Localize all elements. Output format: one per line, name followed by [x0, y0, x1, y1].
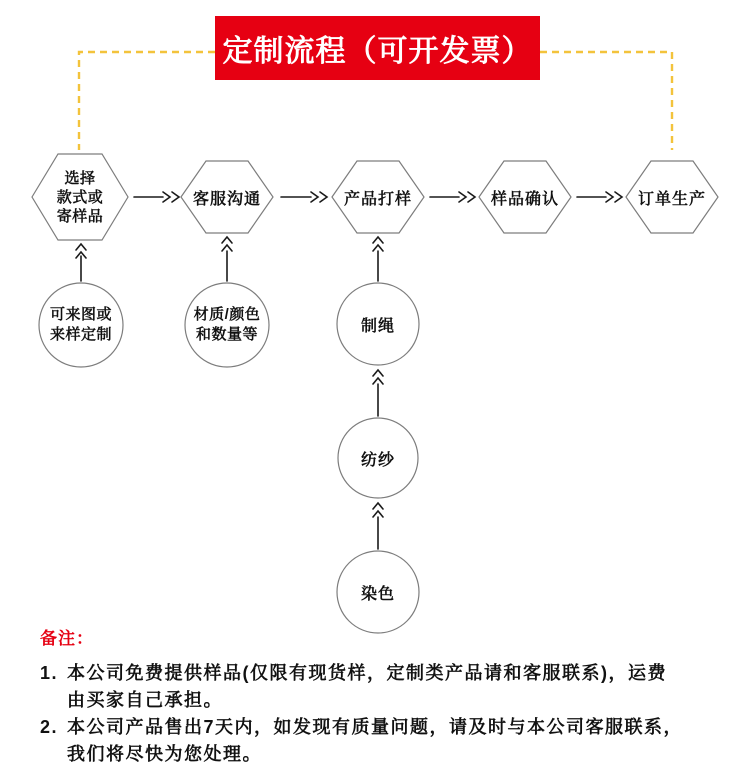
circle-substep-1-line-2: 来样定制: [49, 326, 112, 343]
notes-section: [40, 624, 730, 768]
dashed-connector-right: [540, 52, 672, 150]
note-item-2-line-1: 本公司产品售出7天内，如发现有质量问题，请及时与本公司客服联系，: [67, 717, 684, 737]
circle-substep-2-line-1: 材质/颜色: [193, 306, 261, 323]
banner-title: 定制流程（可开发票）: [215, 16, 540, 80]
note-item-2-text: [67, 714, 730, 768]
hex-step-1-label: [30, 155, 130, 239]
arrow-right-icon-3: [430, 192, 475, 202]
arrow-right-icon-4: [577, 192, 622, 202]
circle-substep-4-label: 纺纱: [360, 451, 395, 469]
note-item-2-line-2: 我们将尽快为您处理。: [67, 744, 262, 764]
arrow-up-icon-1: [76, 244, 86, 281]
arrow-up-icon-2: [222, 237, 232, 281]
note-item-1-line-2: 由买家自己承担。: [67, 690, 223, 710]
note-item-1-line-1: 本公司免费提供样品(仅限有现货样，定制类产品请和客服联系)，运费: [67, 663, 667, 683]
hex-step-4-label: 样品确认: [490, 190, 559, 208]
arrow-up-icon-3: [373, 237, 383, 281]
note-item-2-number: 2.: [40, 717, 59, 737]
circle-substep-5-label: 染色: [360, 585, 395, 603]
circle-substep-1-line-1: 可来图或: [49, 306, 112, 323]
arrow-right-icon-1: [134, 192, 179, 202]
hex-step-5-label: 订单生产: [637, 190, 706, 208]
arrow-up-icon-4: [373, 370, 383, 416]
circle-substep-2-line-2: 和数量等: [195, 326, 258, 343]
hex-step-1-line-2: 款式或: [56, 188, 104, 206]
notes-heading: 备注：: [40, 629, 94, 648]
circle-substep-1-label: [39, 283, 123, 367]
note-item-1-number: 1.: [40, 663, 59, 683]
hex-step-1-line-3: 寄样品: [56, 207, 104, 225]
hex-step-3-label: 产品打样: [343, 190, 412, 208]
note-item-1-text: [67, 660, 730, 714]
hex-step-1-line-1: 选择: [64, 169, 96, 187]
note-item-1: [40, 660, 730, 714]
dashed-connector-left: [79, 52, 215, 150]
circle-substep-3-label: 制绳: [360, 317, 395, 335]
circle-substep-2-label: [185, 283, 269, 367]
arrow-up-icon-5: [373, 503, 383, 549]
note-item-2: [40, 714, 730, 768]
arrow-right-icon-2: [281, 192, 327, 202]
hex-step-2-label: 客服沟通: [192, 190, 261, 208]
